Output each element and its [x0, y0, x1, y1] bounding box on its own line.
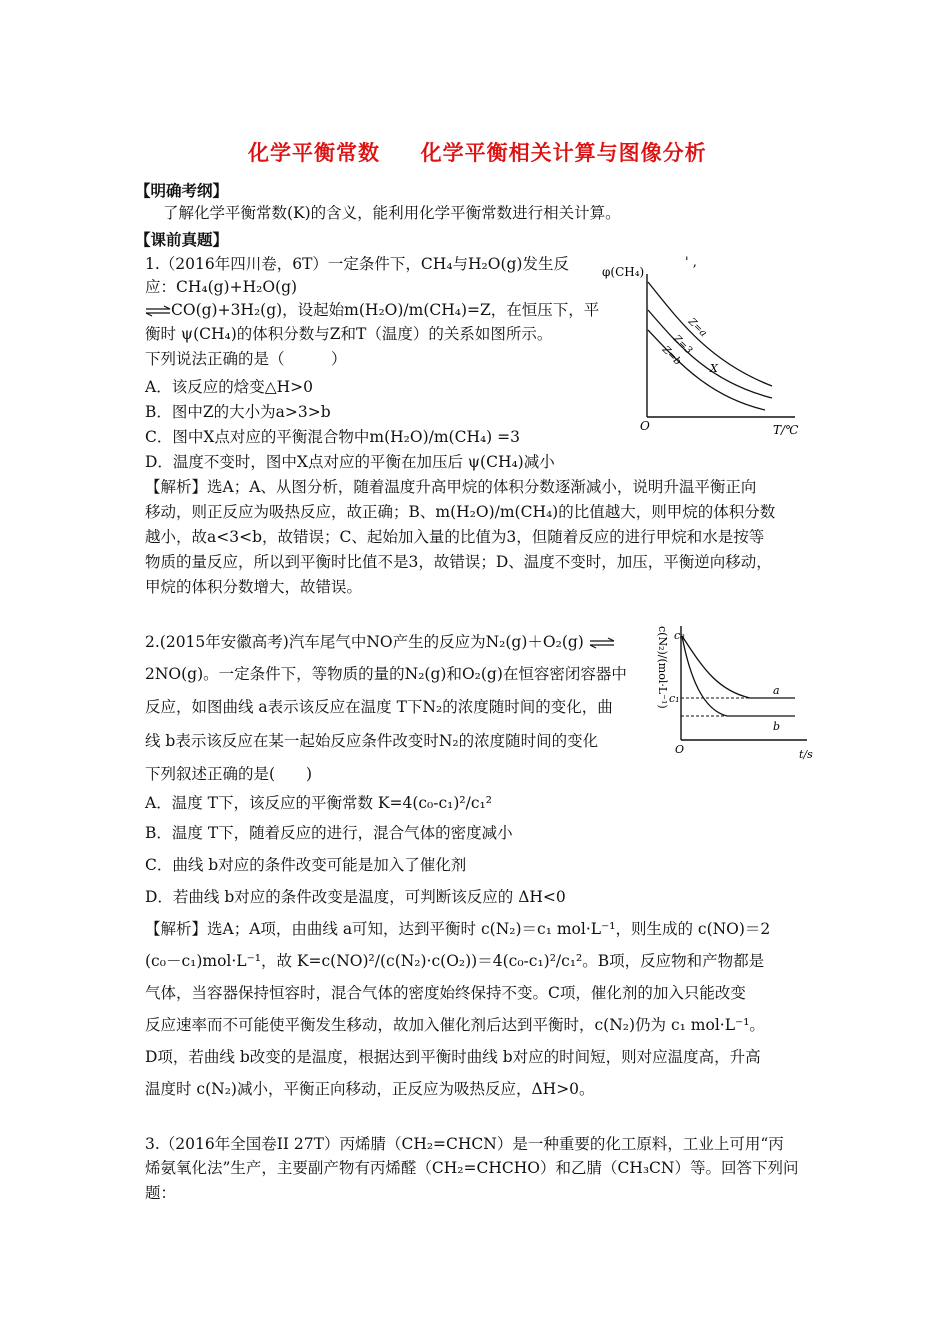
- q2-analysis-line-3: 气体，当容器保持恒容时，混合气体的密度始终保持不变。C项，催化剂的加入只能改变: [145, 984, 746, 1002]
- q1-curve-z-b: [648, 330, 765, 410]
- q1-graph: [600, 252, 810, 442]
- q1-analysis-line-4: 物质的量反应，所以到平衡时比值不是3，故错误；D、温度不变时，加压，平衡逆向移动，: [145, 553, 772, 571]
- q2-graph: [645, 618, 825, 768]
- q1-point-x: X: [710, 362, 718, 375]
- equilibrium-arrow-icon: [589, 637, 615, 649]
- q1-option-c: C．图中X点对应的平衡混合物中m(H₂O)/m(CH₄) =3: [145, 428, 521, 446]
- q2-analysis-line-4: 反应速率而不可能使平衡发生移动，故加入催化剂后达到平衡时，c(N₂)仍为 c₁ mol·L⁻¹。: [145, 1016, 765, 1034]
- q2-analysis-line-6: 温度时 c(N₂)减小，平衡正向移动，正反应为吸热反应，ΔH>0。: [145, 1080, 595, 1098]
- q2-analysis-line-2: (c₀－c₁)mol·L⁻¹，故 K=c(NO)²/(c(N₂)·c(O₂))＝4(c₀-c₁)²/c₁²。B项，反应物和产物都是: [145, 952, 765, 970]
- q1-analysis-line-1: 【解析】选A；A、从图分析，随着温度升高甲烷的体积分数逐渐减小，说明升温平衡正向: [145, 478, 757, 496]
- q1-graph-xlabel: T/℃: [773, 423, 799, 437]
- q2-stem-line-2: 2NO(g)。一定条件下，等物质的量的N₂(g)和O₂(g)在恒容密闭容器中: [145, 665, 627, 683]
- q2-graph-xlabel: t/s: [799, 748, 813, 761]
- q2-stem-line-1: [145, 632, 615, 652]
- q2-option-d: D．若曲线 b对应的条件改变是温度，可判断该反应的 ΔH<0: [145, 888, 566, 906]
- q2-graph-ylabel: c(N₂)/(mol·L⁻¹): [656, 626, 669, 709]
- q2-analysis-line-5: D项，若曲线 b改变的是温度，根据达到平衡时曲线 b对应的时间短，则对应温度高，升高: [145, 1048, 761, 1066]
- q2-stem-line-4: 线 b表示该反应在某一起始反应条件改变时N₂的浓度随时间的变化: [145, 732, 599, 750]
- section-heading-past-exams: 【课前真题】: [135, 231, 229, 249]
- q1-analysis-line-5: 甲烷的体积分数增大，故错误。: [145, 578, 363, 596]
- q1-stem-line-3-text: CO(g)+3H₂(g)，设起始m(H₂O)/m(CH₄)=Z，在恒压下，平: [171, 301, 600, 319]
- q2-graph-origin: O: [675, 743, 685, 756]
- q2-option-b: B．温度 T下，随着反应的进行，混合气体的密度减小: [145, 824, 513, 842]
- q1-stem-line-4: 衡时 ψ(CH₄)的体积分数与Z和T（温度）的关系如图所示。: [145, 325, 553, 343]
- section-heading-syllabus: 【明确考纲】: [135, 182, 229, 200]
- q1-option-a: A．该反应的焓变△H>0: [145, 378, 313, 396]
- q2-curve-b: [682, 636, 795, 716]
- q1-graph-ylabel: φ(CH₄): [602, 265, 645, 279]
- q2-label-c1: c₁: [669, 692, 680, 705]
- q1-stem-line-2: 应：CH₄(g)+H₂O(g): [145, 278, 298, 296]
- q1-label-z-a: Z=a: [685, 316, 709, 340]
- q1-graph-marks: ' ,: [685, 255, 697, 270]
- q1-label-z-3: Z=3: [670, 333, 695, 357]
- title-part-2: 化学平衡相关计算与图像分析: [420, 141, 707, 165]
- q3-stem-line-3: 题：: [145, 1184, 177, 1202]
- q3-stem-line-2: 烯氨氧化法”生产，主要副产物有丙烯醛（CH₂=CHCHO）和乙腈（CH₃CN）等。回答下列问: [145, 1159, 799, 1177]
- q2-label-c0: c₀: [674, 629, 685, 642]
- q1-option-b: B．图中Z的大小为a>3>b: [145, 403, 331, 421]
- page-title: [248, 137, 707, 167]
- q1-graph-origin: O: [640, 419, 650, 433]
- q2-option-a: A．温度 T下，该反应的平衡常数 K=4(c₀-c₁)²/c₁²: [145, 794, 492, 812]
- q3-stem-line-1: 3.（2016年全国卷II 27T）丙烯腈（CH₂=CHCN）是一种重要的化工原料，工业上可用“丙: [145, 1135, 784, 1153]
- equilibrium-arrow-icon: [145, 305, 171, 317]
- title-part-1: 化学平衡常数: [248, 141, 380, 165]
- q1-analysis-line-2: 移动，则正反应为吸热反应，故正确；B、m(H₂O)/m(CH₄)的比值越大，则甲烷的体积分数: [145, 503, 776, 521]
- q1-stem-line-5: 下列说法正确的是（ ）: [145, 350, 347, 368]
- q2-stem-line-3: 反应，如图曲线 a表示该反应在温度 T下N₂的浓度随时间的变化，曲: [145, 698, 613, 716]
- q2-option-c: C．曲线 b对应的条件改变可能是加入了催化剂: [145, 856, 467, 874]
- q1-option-d: D．温度不变时，图中X点对应的平衡在加压后 ψ(CH₄)减小: [145, 453, 555, 471]
- q2-stem-line-5: 下列叙述正确的是( ): [145, 765, 313, 783]
- q2-stem-line-1-text: 2.(2015年安徽高考)汽车尾气中NO产生的反应为N₂(g)＋O₂(g): [145, 633, 584, 651]
- syllabus-text: 了解化学平衡常数(K)的含义，能利用化学平衡常数进行相关计算。: [163, 204, 621, 222]
- q1-analysis-line-3: 越小，故a<3<b，故错误；C、起始加入量的比值为3，但随着反应的进行甲烷和水是按等: [145, 528, 765, 546]
- q2-label-b: b: [773, 720, 781, 733]
- q2-label-a: a: [773, 684, 780, 697]
- q1-stem-line-1: 1.（2016年四川卷，6T）一定条件下，CH₄与H₂O(g)发生反: [145, 255, 569, 273]
- q1-stem-line-3: [145, 300, 599, 320]
- q2-analysis-line-1: 【解析】选A；A项，由曲线 a可知，达到平衡时 c(N₂)＝c₁ mol·L⁻¹，则生成的 c(NO)＝2: [145, 920, 771, 938]
- q1-label-z-b: Z=b: [659, 344, 684, 368]
